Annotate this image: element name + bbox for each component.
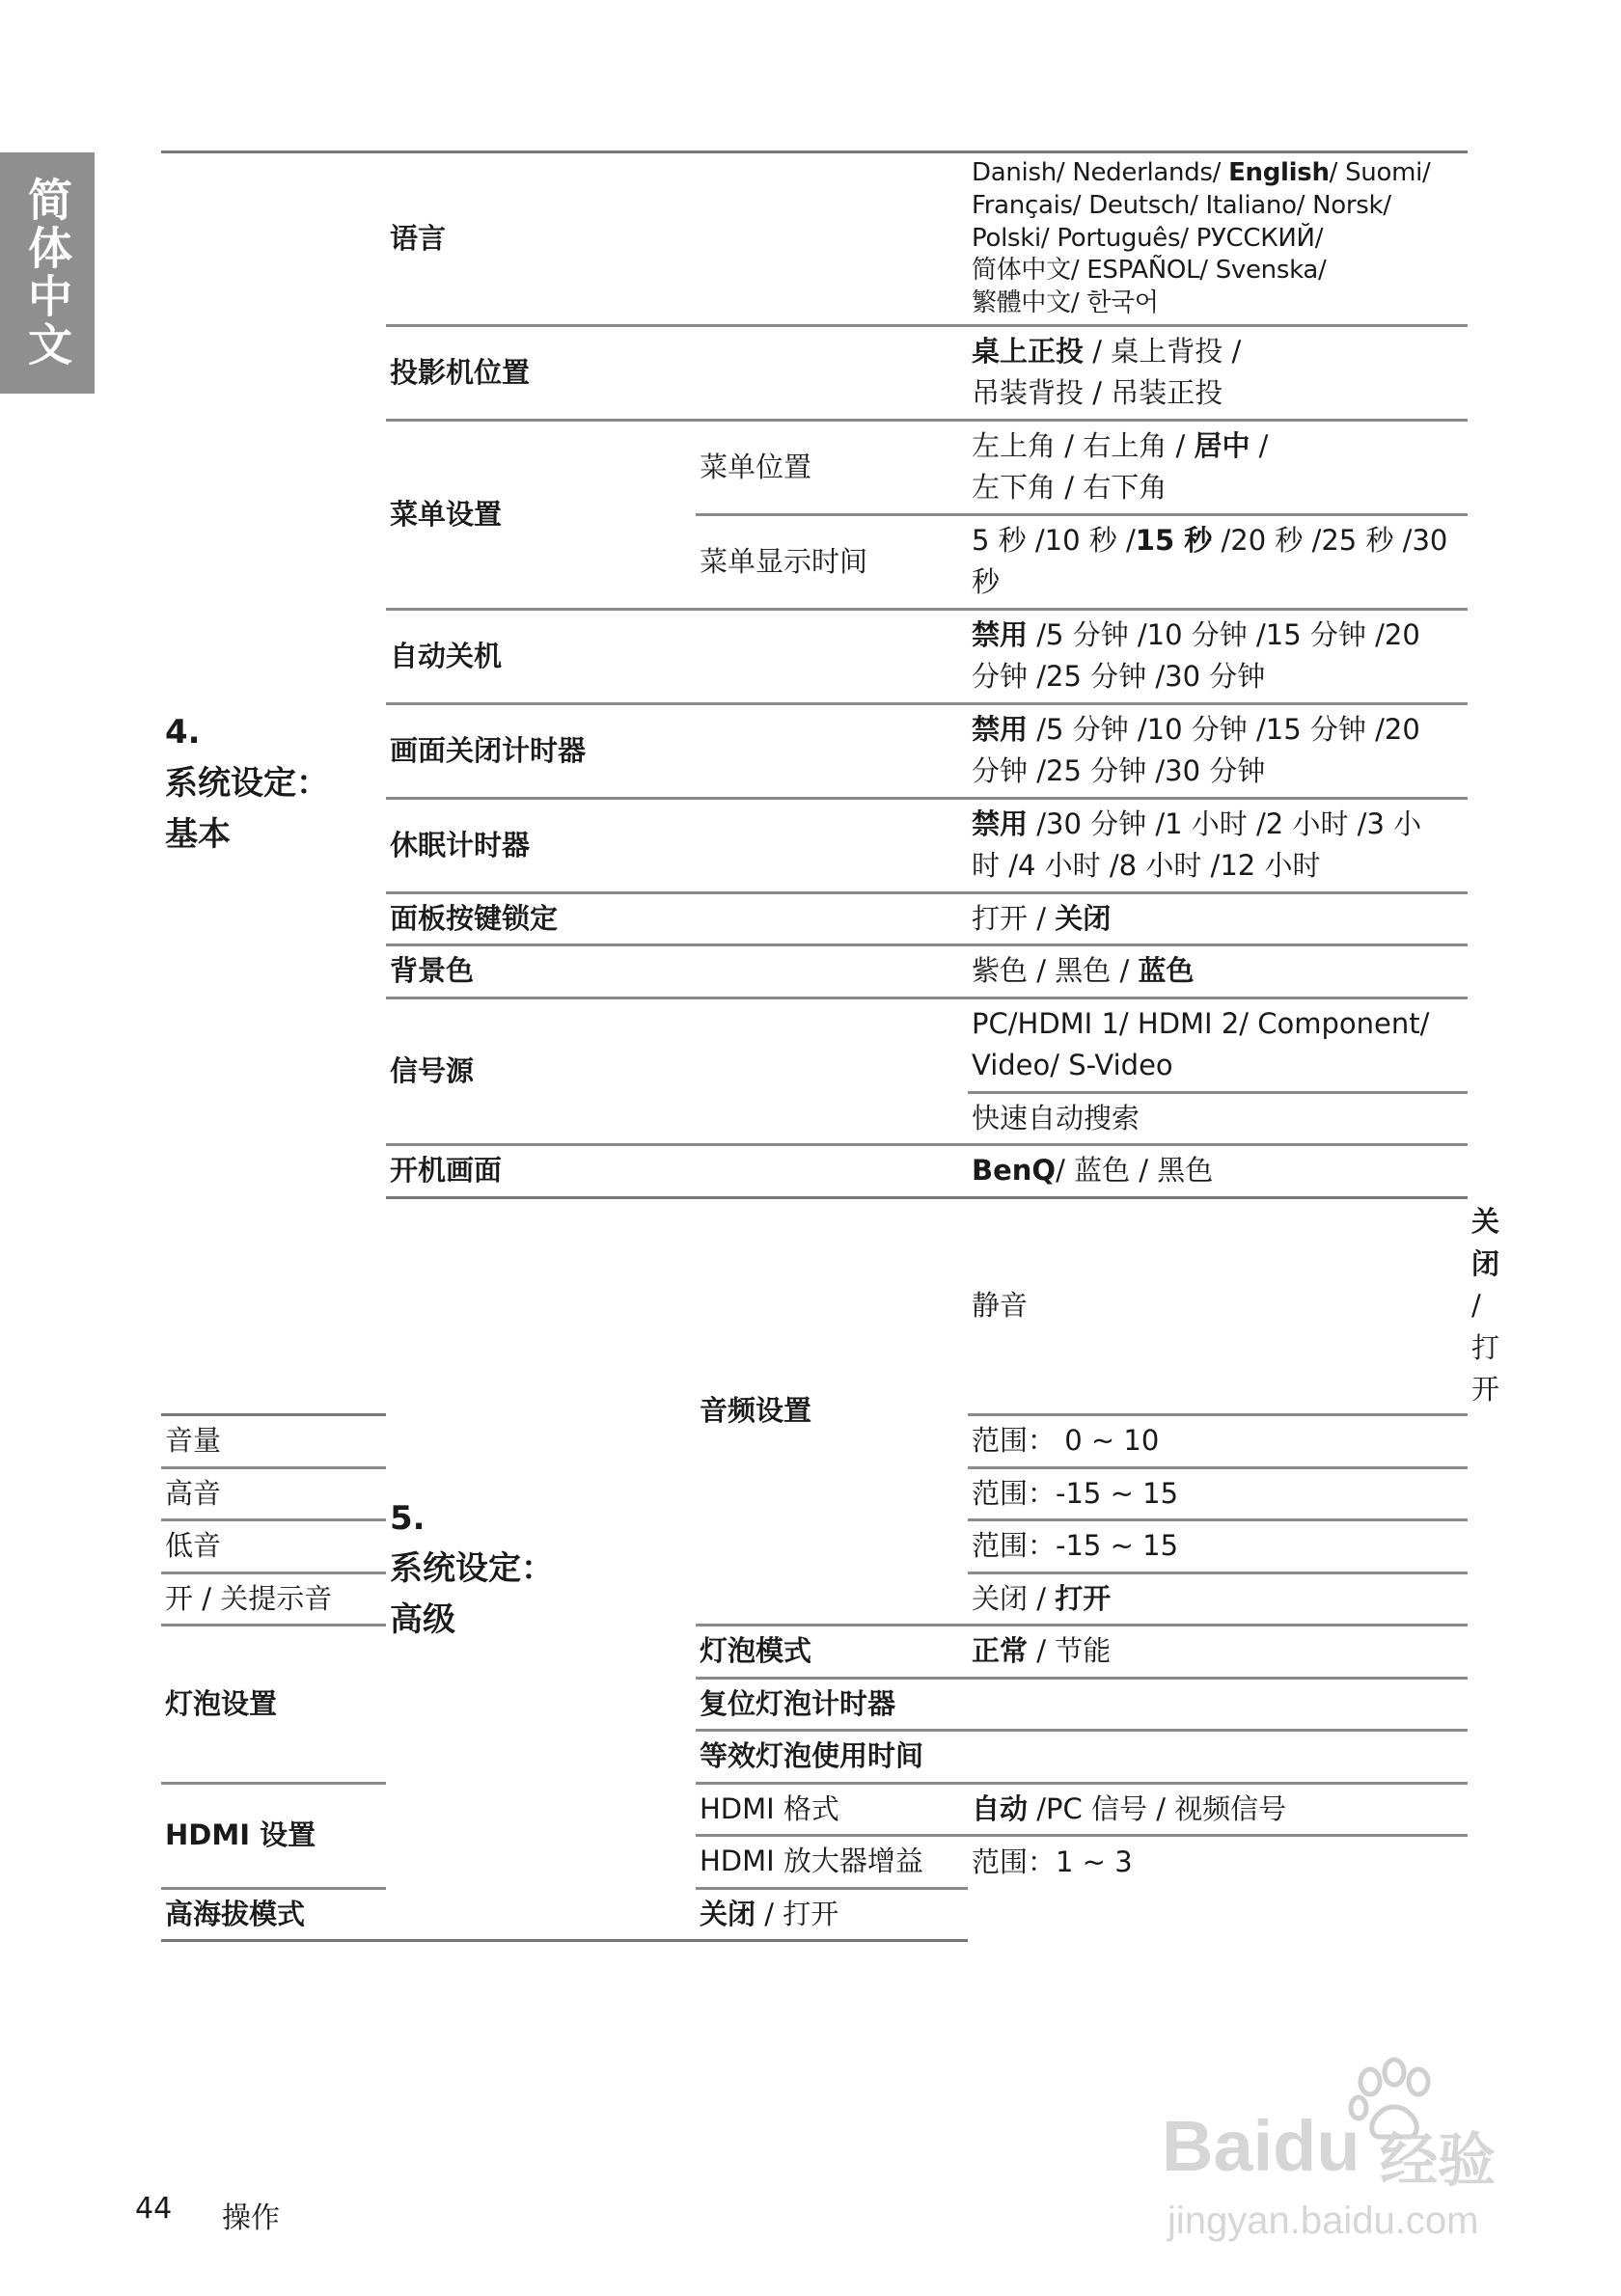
value-panel-lock: 打开 / 关闭: [968, 892, 1468, 945]
value-projector-position: 桌上正投 / 桌上背投 / 吊装背投 / 吊装正投: [968, 325, 1468, 420]
value-blank-timer: 禁用 /5 分钟 /10 分钟 /15 分钟 /20 分钟 /25 分钟 /30 分钟: [968, 703, 1468, 798]
item-hdmi-settings: HDMI 设置: [161, 1783, 386, 1888]
value-menu-position: 左上角 / 右上角 / 居中 / 左下角 / 右下角: [968, 420, 1468, 514]
section-advanced-label: 5. 系统设定： 高级: [386, 1197, 696, 1941]
subitem-hdmi-gain: HDMI 放大器增益: [696, 1836, 968, 1889]
item-background-color: 背景色: [386, 945, 968, 998]
subitem-treble: 高音: [161, 1467, 386, 1520]
language-side-tab: 简体中文: [0, 152, 95, 394]
item-panel-lock: 面板按键锁定: [386, 892, 968, 945]
subitem-bass: 低音: [161, 1520, 386, 1573]
value-menu-display-time: 5 秒 /10 秒 /15 秒 /20 秒 /25 秒 /30 秒: [968, 514, 1468, 609]
item-source: 信号源: [386, 998, 968, 1145]
subitem-mute: 静音: [972, 1289, 1029, 1323]
baidu-watermark: [1148, 2055, 1544, 2248]
subitem-volume: 音量: [161, 1415, 386, 1468]
item-menu-settings: 菜单设置: [386, 420, 696, 609]
subitem-lamp-mode: 灯泡模式: [696, 1626, 968, 1679]
item-splash-screen: 开机画面: [386, 1145, 968, 1198]
value-quick-auto-search: 快速自动搜索: [968, 1092, 1468, 1145]
subitem-menu-display-time: 菜单显示时间: [696, 514, 968, 609]
settings-menu-table: [161, 150, 1500, 1942]
value-hdmi-gain: 范围：1 ~ 3: [968, 1836, 1468, 1889]
value-source-list: PC/HDMI 1/ HDMI 2/ Component/ Video/ S-Video: [968, 998, 1468, 1092]
item-audio-settings: 音频设置: [700, 1394, 812, 1428]
row-language: [161, 152, 1468, 326]
subitem-hdmi-format: HDMI 格式: [696, 1783, 968, 1836]
row-hdmi-format: [161, 1783, 1468, 1836]
subitem-equivalent-lamp-hours: 等效灯泡使用时间: [696, 1731, 1468, 1784]
subitem-menu-position: 菜单位置: [696, 420, 968, 514]
watermark-brand: Baidu: [1162, 2106, 1360, 2186]
value-sleep-timer: 禁用 /30 分钟 /1 小时 /2 小时 /3 小 时 /4 小时 /8 小时 /12 小时: [968, 798, 1468, 892]
subitem-reset-lamp-timer: 复位灯泡计时器: [696, 1678, 1468, 1731]
row-lamp-mode: [161, 1626, 1468, 1679]
row-mute: 5. 系统设定： 高级 音频设置 静音 关闭 / 打开: [161, 1197, 1468, 1415]
item-blank-timer: 画面关闭计时器: [386, 703, 968, 798]
row-high-altitude: [161, 1888, 1468, 1941]
item-high-altitude: 高海拔模式: [161, 1888, 696, 1941]
value-volume: 范围： 0 ~ 10: [968, 1415, 1468, 1468]
item-language: 语言: [386, 152, 968, 326]
value-auto-off: 禁用 /5 分钟 /10 分钟 /15 分钟 /20 分钟 /25 分钟 /30 分钟: [968, 609, 1468, 703]
item-auto-off: 自动关机: [386, 609, 968, 703]
value-language: Danish/ Nederlands/ English/ Suomi/ Français/ Deutsch/ Italiano/ Norsk/ Polski/ Português/ РУССКИЙ/ 简体中文/ ESPAÑOL/ Svenska/ 繁體中文/ 한국어: [968, 152, 1468, 326]
value-treble: 范围：-15 ~ 15: [968, 1467, 1468, 1520]
watermark-chinese: 经验: [1380, 2127, 1496, 2195]
item-lamp-settings: 灯泡设置: [161, 1626, 386, 1784]
page-section-title: 操作: [222, 2201, 280, 2235]
subitem-tone: 开 / 关提示音: [161, 1572, 386, 1626]
watermark-url: jingyan.baidu.com: [1168, 2200, 1479, 2242]
item-sleep-timer: 休眠计时器: [386, 798, 968, 892]
page-number: 44: [135, 2192, 173, 2226]
value-background-color: 紫色 / 黑色 / 蓝色: [968, 945, 1468, 998]
item-projector-position: 投影机位置: [386, 325, 968, 420]
value-hdmi-format: 自动 /PC 信号 / 视频信号: [968, 1783, 1468, 1836]
value-bass: 范围：-15 ~ 15: [968, 1520, 1468, 1573]
value-lamp-mode: 正常 / 节能: [968, 1626, 1468, 1679]
section-basic-label: 4. 系统设定： 基本: [161, 152, 386, 1415]
value-splash-screen: BenQ/ 蓝色 / 黑色: [968, 1145, 1468, 1198]
value-tone: 关闭 / 打开: [968, 1572, 1468, 1626]
value-high-altitude: 关闭 / 打开: [696, 1888, 968, 1941]
